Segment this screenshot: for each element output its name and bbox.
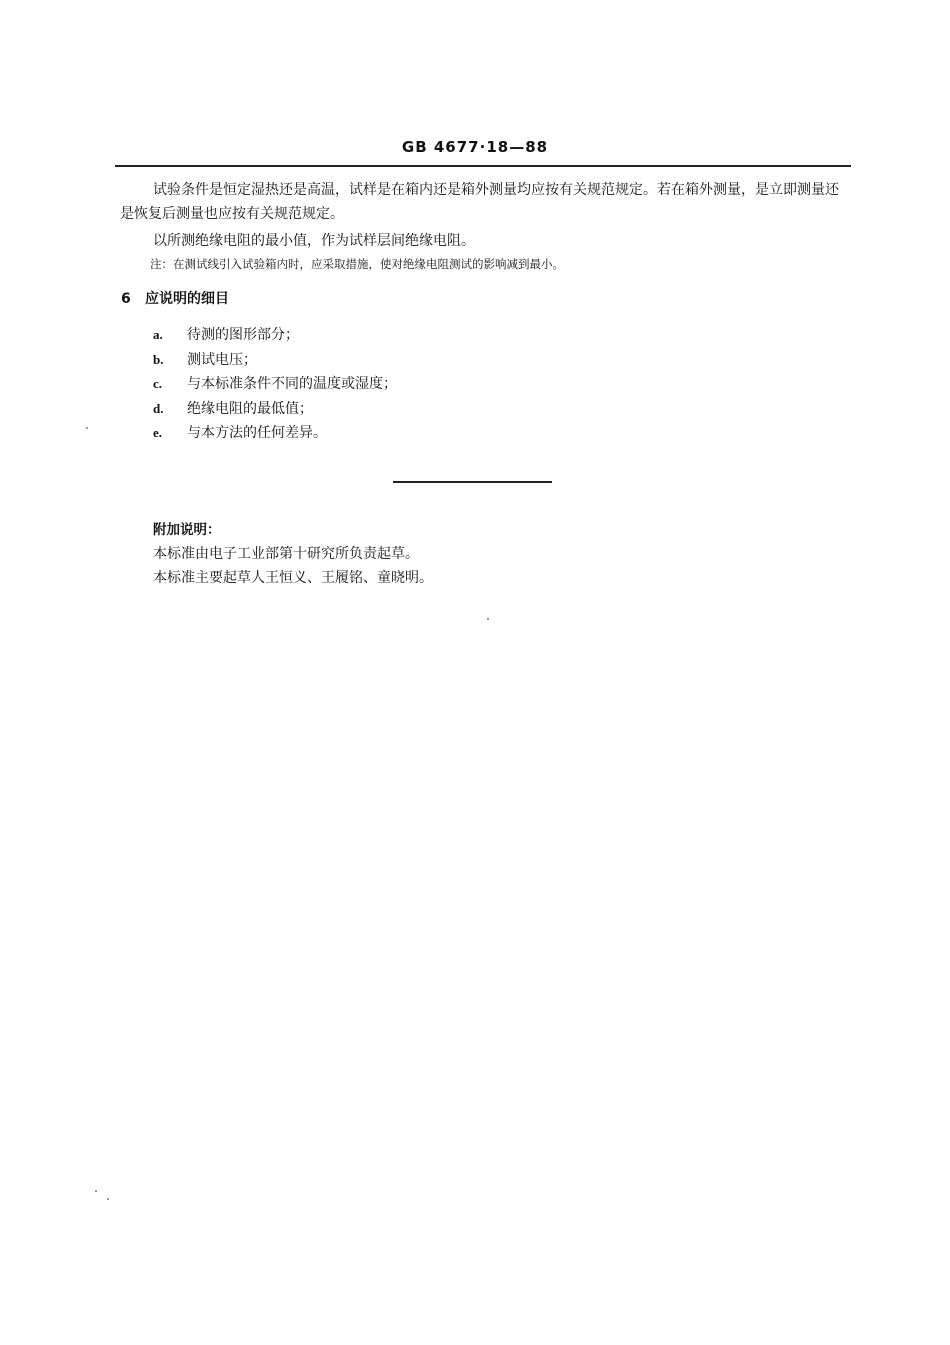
section-number: 6 — [121, 291, 131, 307]
end-divider — [393, 481, 552, 483]
list-item — [153, 372, 753, 397]
addendum-title: 附加说明： — [153, 522, 221, 538]
standard-code-header: GB 4677·18—88 — [401, 138, 549, 156]
scan-speck — [86, 427, 88, 429]
section-title: 应说明的细目 — [145, 291, 229, 307]
scan-speck — [107, 1198, 109, 1200]
addendum — [153, 518, 753, 590]
header-rule — [115, 165, 851, 167]
list-marker: d. — [153, 400, 164, 416]
list-marker: c. — [153, 376, 163, 391]
list-item-text: 待测的图形部分； — [187, 327, 299, 343]
list-item-text: 测试电压； — [187, 351, 257, 368]
list-item — [153, 348, 753, 373]
list-marker: b. — [153, 351, 164, 367]
minimum-value-paragraph: 以所测绝缘电阻的最小值，作为试样层间绝缘电阻。 — [153, 233, 475, 249]
list-marker: e. — [153, 425, 163, 440]
list-item-text: 绝缘电阻的最低值； — [187, 400, 313, 417]
list-item-text: 与本标准条件不同的温度或湿度； — [187, 376, 397, 392]
list-item-text: 与本方法的任何差异。 — [187, 425, 327, 441]
addendum-line-authors: 本标准主要起草人王恒义、王履铭、童晓明。 — [153, 570, 433, 586]
scan-speck — [487, 618, 489, 620]
list-marker: a. — [153, 327, 163, 342]
section-6-heading — [121, 288, 229, 310]
scan-speck — [95, 1190, 97, 1192]
addendum-line-drafter: 本标准由电子工业部第十研究所负责起草。 — [153, 546, 419, 562]
list-item — [153, 397, 753, 422]
details-list — [153, 323, 753, 446]
test-conditions-paragraph: 试验条件是恒定湿热还是高温，试样是在箱内还是箱外测量均应按有关规范规定。若在箱外测量，是立即测量还是恢复后测量也应按有关规范规定。 — [120, 182, 839, 222]
list-item — [153, 323, 753, 348]
list-item — [153, 421, 753, 446]
note-text: 注：在测试线引入试验箱内时，应采取措施，使对绝缘电阻测试的影响减到最小。 — [150, 257, 564, 271]
